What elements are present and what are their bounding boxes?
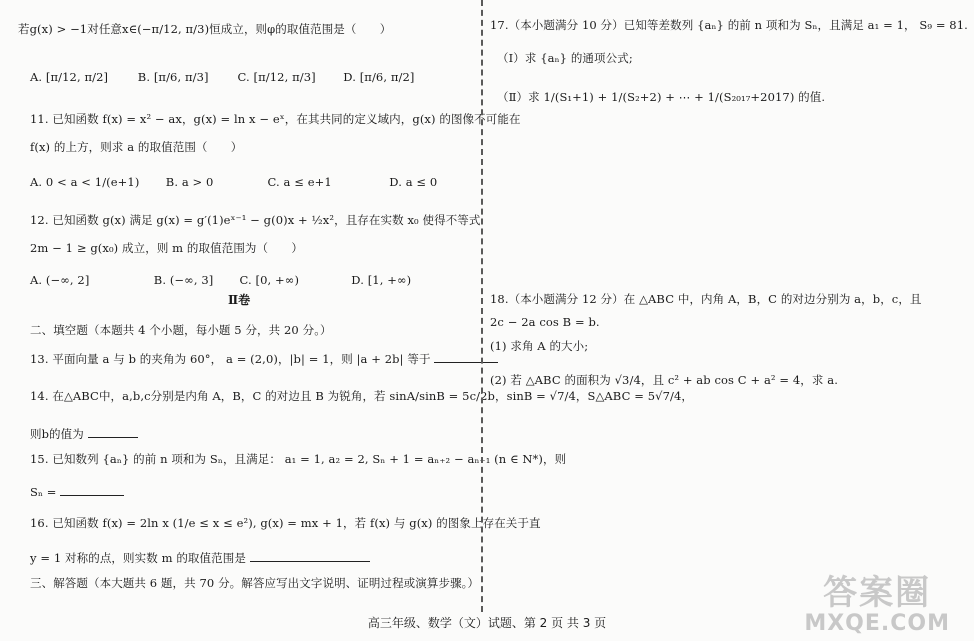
q11-option-d: D. a ≤ 0 bbox=[389, 175, 438, 189]
q16-line2-wrap bbox=[30, 549, 370, 565]
column-divider bbox=[481, 0, 483, 612]
q11-option-a: A. 0 < a < 1/(e+1) bbox=[30, 175, 140, 189]
q15-answer-blank bbox=[60, 483, 124, 496]
q10-option-d: D. [π/6, π/2] bbox=[343, 70, 415, 84]
q12-option-c: C. [0, +∞) bbox=[239, 273, 300, 287]
q12-option-b: B. (−∞, 3] bbox=[153, 273, 214, 287]
q13-answer-blank bbox=[434, 350, 498, 363]
q16-line2: y = 1 对称的点，则实数 m 的取值范围是 bbox=[30, 551, 246, 565]
fill-in-heading: 二、填空题（本题共 4 个小题，每小题 5 分，共 20 分。） bbox=[30, 323, 332, 337]
q15-line1: 15. 已知数列 {aₙ} 的前 n 项和为 Sₙ，且满足： a₁ = 1, a₂ = 2, Sₙ + 1 = aₙ₊₂ − aₙ₊₁ (n ∈ N*)，则 bbox=[30, 452, 567, 466]
q17-stem: 17.（本小题满分 10 分）已知等差数列 {aₙ} 的前 n 项和为 Sₙ，且满足 a₁ = 1， S₉ = 81. bbox=[490, 18, 968, 32]
q10-option-c: C. [π/12, π/3] bbox=[237, 70, 316, 84]
q18-stem-line2: 2c − 2a cos B = b. bbox=[490, 315, 600, 329]
q12-option-a: A. (−∞, 2] bbox=[30, 273, 90, 287]
q11-options bbox=[30, 175, 437, 189]
q14-answer-blank bbox=[88, 425, 138, 438]
q12-stem-line2: 2m − 1 ≥ g(x₀) 成立，则 m 的取值范围为（ ） bbox=[30, 241, 303, 255]
q18-part1: (1) 求角 A 的大小; bbox=[490, 339, 589, 353]
answer-section-heading: 三、解答题（本大题共 6 题，共 70 分。解答应写出文字说明、证明过程或演算步骤。） bbox=[30, 576, 480, 590]
q17-part1: （Ⅰ）求 {aₙ} 的通项公式; bbox=[497, 51, 633, 65]
q11-option-c: C. a ≤ e+1 bbox=[267, 175, 332, 189]
watermark-logo-text: 答案圈 bbox=[823, 573, 932, 614]
q14-line2: 则b的值为 bbox=[30, 427, 84, 441]
q17-part2: （Ⅱ）求 1/(S₁+1) + 1/(S₂+2) + ⋯ + 1/(S₂₀₁₇+2017) 的值. bbox=[497, 90, 826, 104]
section-2-title: Ⅱ卷 bbox=[228, 293, 251, 307]
q11-option-b: B. a > 0 bbox=[165, 175, 214, 189]
q10-option-b: B. [π/6, π/3] bbox=[137, 70, 209, 84]
q10-options bbox=[30, 70, 415, 84]
page-footer: 高三年级、数学（文）试题、第 2 页 共 3 页 bbox=[367, 616, 607, 630]
q14-line1: 14. 在△ABC中，a,b,c分别是内角 A，B，C 的对边且 B 为锐角，若 sinA/sinB = 5c/2b，sinB = √7/4，S△ABC = 5√7/4， bbox=[30, 389, 693, 403]
q16-line1: 16. 已知函数 f(x) = 2ln x (1/e ≤ x ≤ e²), g(x) = mx + 1，若 f(x) 与 g(x) 的图象上存在关于直 bbox=[30, 516, 541, 530]
q14-line2-wrap bbox=[30, 425, 138, 441]
q18-stem-line1: 18.（本小题满分 12 分）在 △ABC 中，内角 A，B，C 的对边分别为 a，b，c，且 bbox=[490, 292, 922, 306]
q18-part2: (2) 若 △ABC 的面积为 √3/4，且 c² + ab cos C + a² = 4，求 a. bbox=[490, 373, 838, 387]
watermark-url: MXQE.COM bbox=[804, 610, 950, 636]
q10-option-a: A. [π/12, π/2] bbox=[30, 70, 109, 84]
q11-stem-line2: f(x) 的上方，则求 a 的取值范围（ ） bbox=[30, 140, 243, 154]
q13-line bbox=[30, 350, 498, 366]
q12-stem-line1: 12. 已知函数 g(x) 满足 g(x) = g′(1)eˣ⁻¹ − g(0)x + ½x²，且存在实数 x₀ 使得不等式 bbox=[30, 213, 481, 227]
q16-answer-blank bbox=[250, 549, 370, 562]
q12-option-d: D. [1, +∞) bbox=[351, 273, 412, 287]
q11-stem-line1: 11. 已知函数 f(x) = x² − ax，g(x) = ln x − eˣ，在其共同的定义域内，g(x) 的图像不可能在 bbox=[30, 112, 521, 126]
q15-line2: Sₙ = bbox=[30, 485, 57, 499]
q12-options bbox=[30, 273, 411, 287]
q15-line2-wrap bbox=[30, 483, 124, 499]
q13-text: 13. 平面向量 a 与 b 的夹角为 60°， a = (2,0)，|b| = 1，则 |a + 2b| 等于 bbox=[30, 352, 431, 366]
q10-stem: 若g(x) > −1对任意x∈(−π/12, π/3)恒成立，则φ的取值范围是（ ） bbox=[18, 22, 392, 36]
